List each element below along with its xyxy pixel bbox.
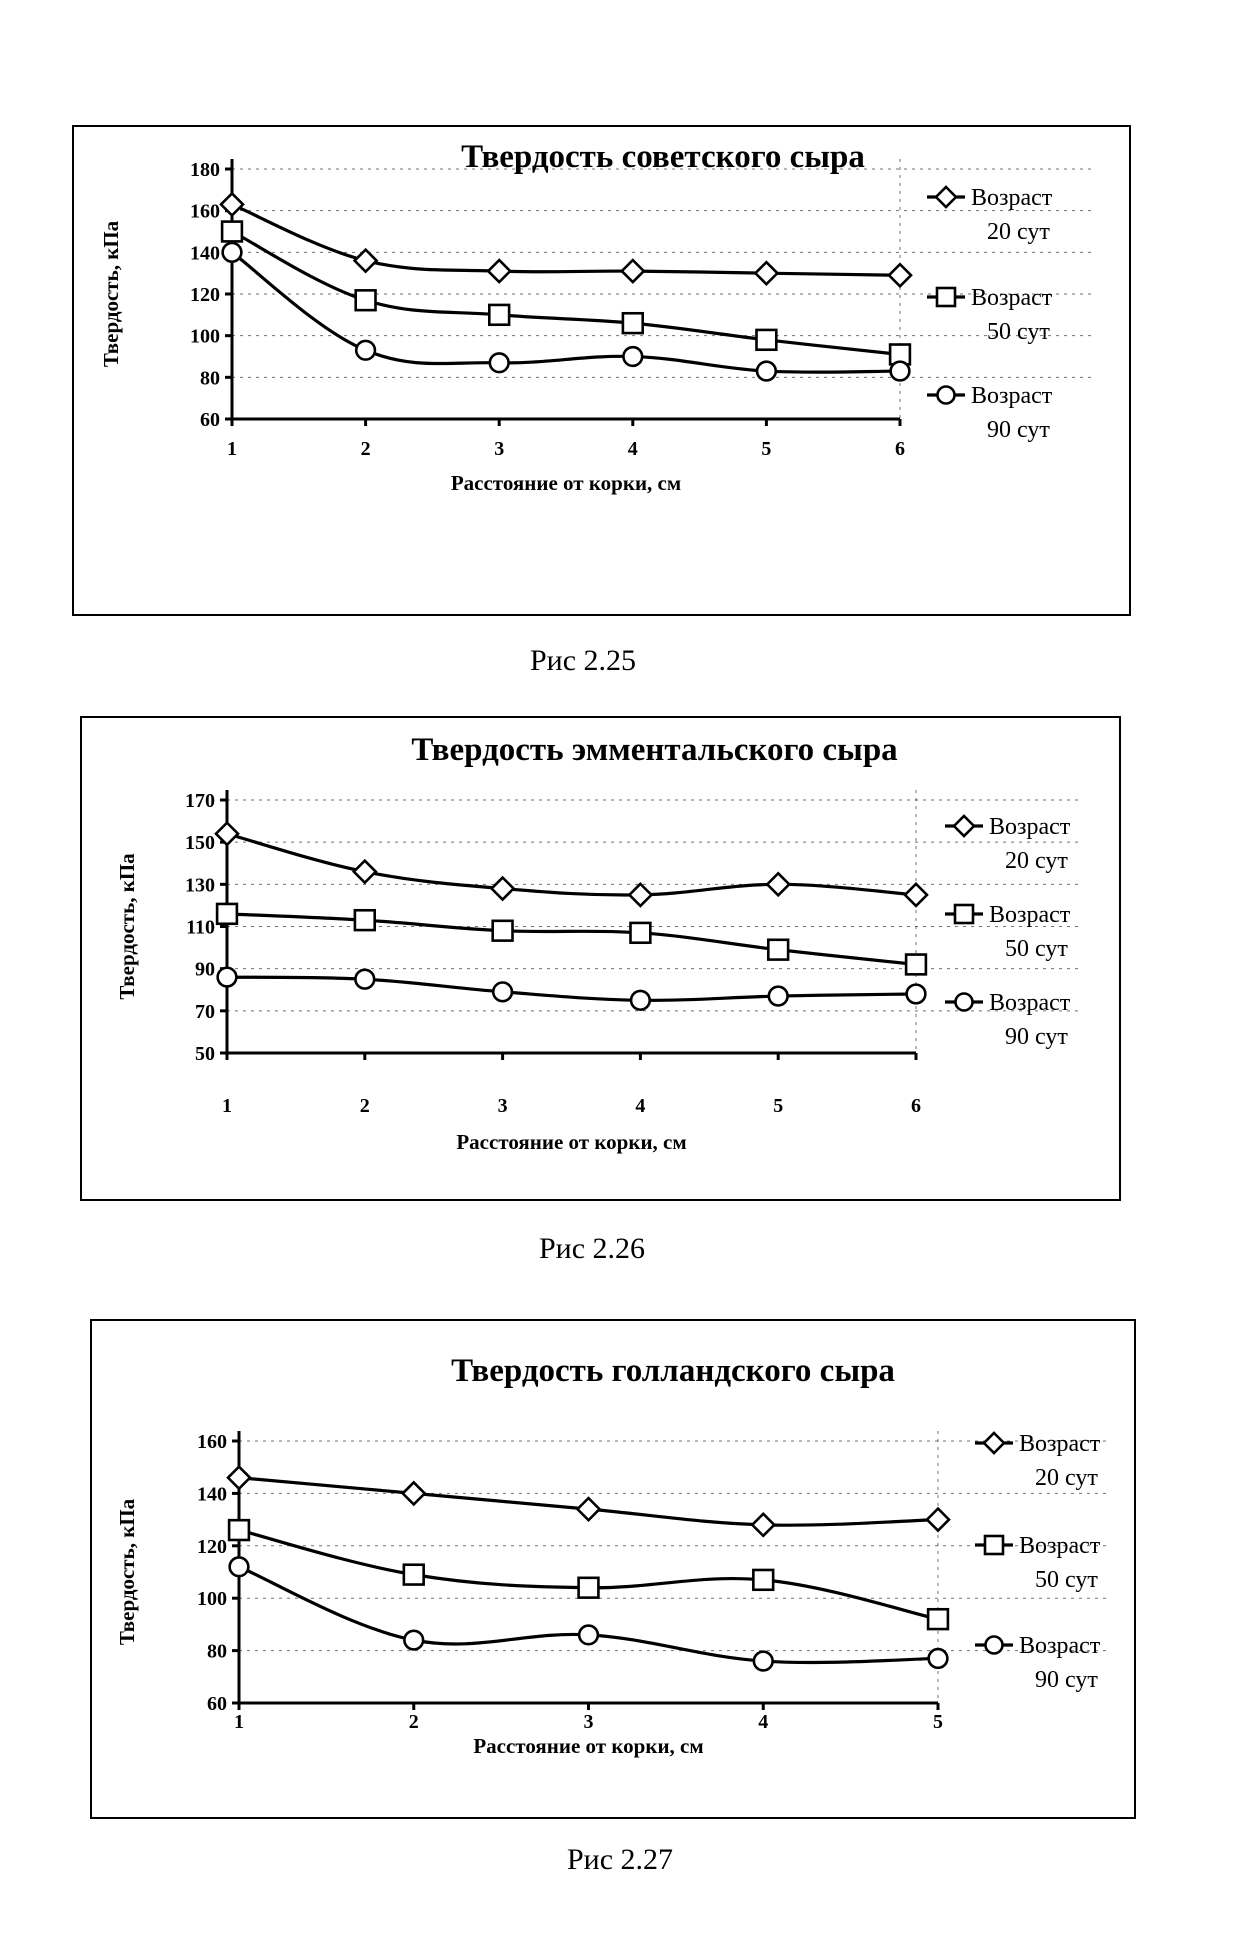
chart-3-legend-label-line1: Возраст: [1019, 1633, 1101, 1659]
chart-1-series-3-point: [757, 362, 776, 381]
chart-3-series-3-point: [754, 1652, 773, 1671]
chart-2-gridlines: [220, 790, 1082, 1053]
chart-1-series-1-point: [488, 260, 510, 282]
chart-1-legend-label-line2: 50 сут: [987, 319, 1050, 345]
chart-2-legend-label-line2: 20 сут: [1005, 848, 1068, 874]
chart-2-legend-entry-2: [945, 902, 1071, 962]
chart-1-series-2-point: [356, 290, 376, 310]
chart-3-series-3-point: [404, 1631, 423, 1650]
chart-1-legend-label-line2: 20 сут: [987, 219, 1050, 245]
chart-3-legend-label-line2: 20 сут: [1035, 1465, 1098, 1491]
chart-2-series-2-line: [227, 914, 916, 965]
chart-panel-3: [90, 1319, 1136, 1819]
chart-3-series-2-point: [753, 1570, 773, 1590]
chart-2-x-tick-label: 1: [222, 1095, 232, 1117]
chart-1-x-tick-label: 6: [895, 438, 905, 460]
chart-3-series-3-point: [579, 1626, 598, 1645]
chart-3-x-tick-label: 2: [408, 1711, 419, 1733]
chart-2-legend-label-line1: Возраст: [989, 902, 1071, 928]
chart-2-series-3: [218, 968, 926, 1010]
chart-2-y-tick-label: 70: [195, 1000, 215, 1023]
chart-1-y-tick-label: 100: [190, 325, 220, 348]
chart-1-x-tick-label: 1: [227, 438, 237, 460]
chart-3-x-tick-label: 1: [234, 1711, 244, 1733]
chart-2-series-2-point: [493, 921, 513, 941]
chart-3-series-1-point: [578, 1498, 600, 1520]
chart-2-series-1-point: [905, 884, 927, 906]
chart-panel-2: [80, 716, 1121, 1201]
chart-3-series-2-point: [229, 1520, 249, 1540]
chart-2-series-3-line: [227, 977, 916, 1000]
chart-1-x-tick-label: 4: [627, 438, 638, 460]
chart-1-y-tick-label: 180: [190, 159, 220, 181]
chart-2-y-tick-label: 90: [195, 958, 215, 981]
chart-2-series-2-point: [631, 923, 651, 943]
chart-2-series-1-point: [629, 884, 651, 906]
chart-1-series-1-point: [755, 262, 777, 284]
chart-1-series-2-point: [222, 222, 242, 242]
chart-2-series-3-point: [769, 987, 788, 1006]
chart-2-y-tick-label: 110: [186, 916, 215, 939]
chart-3-legend-label-line1: Возраст: [1019, 1533, 1101, 1559]
chart-3-x-tick-label: 5: [933, 1711, 943, 1733]
chart-2-y-tick-label: 150: [185, 832, 215, 855]
chart-3-series-3-point: [230, 1557, 249, 1576]
chart-1-legend-label-line1: Возраст: [971, 185, 1053, 211]
chart-1-y-tick-label: 140: [190, 242, 220, 265]
chart-3-y-tick-label: 120: [197, 1535, 227, 1558]
chart-1-legend-marker: [936, 187, 956, 207]
chart-2-series-3-point: [631, 991, 650, 1010]
chart-2-x-tick-label: 5: [773, 1095, 784, 1117]
figure-caption-1: Рис 2.25: [529, 644, 637, 677]
chart-2-series-3-point: [218, 968, 237, 987]
chart-2-series-2-point: [355, 910, 375, 930]
chart-1-series-2-point: [489, 305, 509, 325]
chart-svg-2: [82, 718, 1123, 1203]
chart-2-series-3-point: [493, 983, 512, 1002]
figure-caption-2: Рис 2.26: [538, 1232, 646, 1265]
chart-2-legend-entry-3: [945, 990, 1071, 1050]
chart-3-y-tick-label: 140: [197, 1483, 227, 1506]
chart-3-series-2-line: [239, 1530, 938, 1619]
chart-1-legend-label-line1: Возраст: [971, 285, 1053, 311]
chart-2-series-2: [217, 904, 926, 974]
chart-3-series-1-point: [403, 1482, 425, 1504]
chart-2-legend-label-line1: Возраст: [989, 990, 1071, 1016]
chart-svg-1: [74, 127, 1133, 618]
chart-3-series-2-point: [928, 1609, 948, 1629]
chart-1-legend-entry-1: [927, 185, 1053, 245]
chart-3-series-1-point: [752, 1514, 774, 1536]
chart-3-y-tick-label: 80: [207, 1640, 227, 1663]
chart-3-title: Твердость голландского сыра: [451, 1353, 895, 1389]
chart-3-series-1: [228, 1467, 949, 1536]
chart-1-title: Твердость советского сыра: [461, 139, 865, 175]
chart-2-legend-marker: [954, 816, 974, 836]
chart-3-y-tick-label: 60: [207, 1693, 227, 1715]
chart-3-legend-marker: [986, 1637, 1003, 1654]
chart-2-legend-entry-1: [945, 814, 1071, 874]
chart-3-x-axis-label: Расстояние от корки, см: [473, 1734, 704, 1758]
chart-1-legend-label-line2: 90 сут: [987, 417, 1050, 443]
chart-3-series-1-point: [228, 1467, 250, 1489]
chart-3-y-tick-label: 160: [197, 1431, 227, 1453]
chart-3-series-3-point: [929, 1649, 948, 1668]
figure-caption-3: Рис 2.27: [566, 1843, 674, 1876]
chart-2-series-1-point: [216, 823, 238, 845]
chart-1-series-3: [223, 243, 910, 380]
chart-panel-1: [72, 125, 1131, 616]
chart-2-series-2-point: [906, 955, 926, 975]
chart-1-y-tick-label: 60: [200, 409, 220, 431]
chart-3-legend-entry-3: [975, 1633, 1101, 1693]
chart-2-series-1-line: [227, 834, 916, 895]
chart-1-series-1-point: [622, 260, 644, 282]
chart-3-series-3: [230, 1557, 948, 1670]
chart-1-x-tick-label: 5: [761, 438, 772, 460]
chart-1-series-2: [222, 222, 910, 365]
chart-1-y-tick-label: 160: [190, 200, 220, 223]
chart-1-legend-entry-3: [927, 383, 1053, 443]
chart-1-y-tick-label: 120: [190, 284, 220, 306]
chart-2-y-axis-label: Твердость, кПа: [115, 853, 139, 1000]
chart-3-legend-label-line1: Возраст: [1019, 1431, 1101, 1457]
chart-3-legend-entry-1: [975, 1431, 1101, 1491]
chart-1-y-axis-label: Твердость, кПа: [99, 220, 123, 368]
chart-3-y-tick-label: 100: [197, 1588, 227, 1611]
chart-1-x-tick-label: 3: [494, 438, 505, 460]
chart-2-series-1-point: [354, 861, 376, 883]
chart-2-series-3-point: [355, 970, 374, 989]
chart-2-legend-marker: [956, 994, 973, 1011]
chart-1-x-tick-label: 2: [360, 438, 371, 460]
chart-2-title: Твердость эмментальского сыра: [411, 732, 898, 768]
chart-svg-3: [92, 1321, 1138, 1821]
chart-1-series-3-point: [490, 353, 509, 372]
chart-2-series-1-point: [767, 873, 789, 895]
chart-1-y-tick-label: 80: [200, 367, 220, 390]
chart-3-legend-entry-2: [975, 1533, 1101, 1593]
chart-3-legend-marker: [984, 1433, 1004, 1453]
chart-2-y-tick-label: 130: [185, 874, 215, 897]
chart-1-series-3-point: [891, 362, 910, 381]
chart-3-series-2-point: [404, 1565, 424, 1585]
chart-1-series-1-point: [221, 193, 243, 215]
chart-1-series-1-line: [232, 204, 900, 275]
chart-2-legend-label-line1: Возраст: [989, 814, 1071, 840]
chart-2-legend-label-line2: 50 сут: [1005, 936, 1068, 962]
chart-1-series-3-point: [356, 341, 375, 360]
chart-2-series-3-point: [907, 985, 926, 1004]
chart-1-series-1-point: [355, 250, 377, 272]
chart-2-y-tick-label: 50: [195, 1043, 215, 1065]
chart-3-x-tick-label: 4: [758, 1711, 769, 1733]
chart-3-legend-label-line2: 50 сут: [1035, 1567, 1098, 1593]
chart-1-series-2-point: [623, 313, 643, 333]
chart-1-legend-label-line1: Возраст: [971, 383, 1053, 409]
chart-3-y-axis-label: Твердость, кПа: [115, 1498, 139, 1646]
chart-1-series-3-point: [623, 347, 642, 366]
chart-2-series-2-point: [768, 940, 788, 960]
chart-3-gridlines: [232, 1431, 1107, 1703]
chart-2-series-1: [216, 823, 927, 906]
chart-2-x-tick-label: 2: [359, 1095, 370, 1117]
chart-2-series-2-point: [217, 904, 237, 924]
chart-3-legend-marker: [985, 1536, 1003, 1554]
chart-1-series-1-point: [889, 264, 911, 286]
chart-1-legend-marker: [937, 288, 955, 306]
chart-1-series-1: [221, 193, 911, 286]
chart-2-x-tick-label: 3: [497, 1095, 508, 1117]
chart-3-legend-label-line2: 90 сут: [1035, 1667, 1098, 1693]
chart-1-x-axis-label: Расстояние от корки, см: [450, 471, 682, 495]
chart-2-y-tick-label: 170: [185, 790, 215, 812]
chart-2-x-axis-label: Расстояние от корки, см: [456, 1130, 687, 1154]
chart-2-series-1-point: [492, 878, 514, 900]
chart-1-series-3-point: [223, 243, 242, 262]
chart-3-x-tick-label: 3: [583, 1711, 594, 1733]
chart-3-series-1-point: [927, 1509, 949, 1531]
chart-2-legend-marker: [955, 905, 973, 923]
chart-1-legend-marker: [938, 387, 955, 404]
chart-2-x-tick-label: 4: [635, 1095, 646, 1117]
chart-2-legend-label-line2: 90 сут: [1005, 1024, 1068, 1050]
chart-3-series-2-point: [579, 1578, 599, 1598]
chart-2-x-tick-label: 6: [911, 1095, 921, 1117]
chart-1-series-2-point: [757, 330, 777, 350]
